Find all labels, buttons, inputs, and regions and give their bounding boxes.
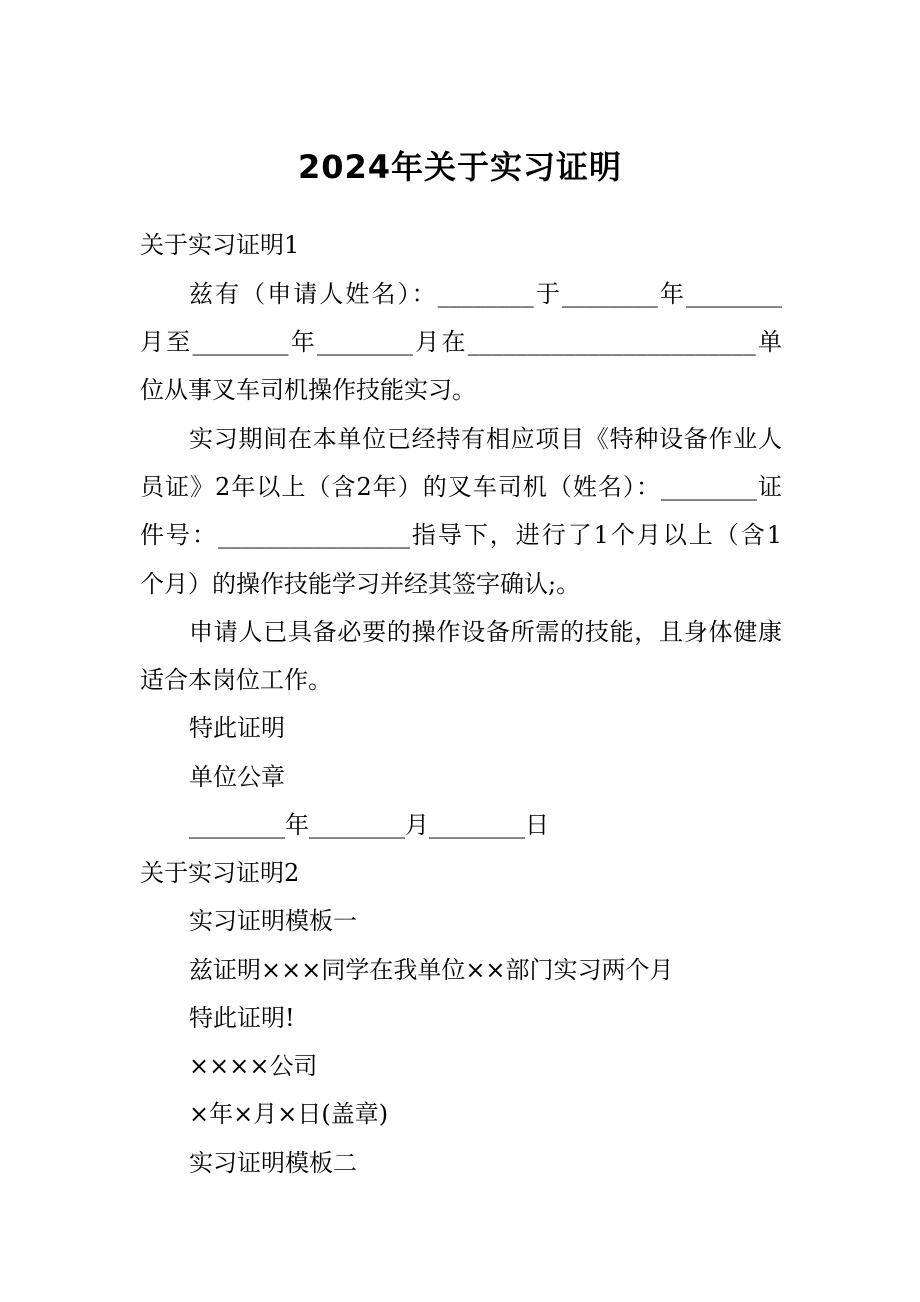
date-blank-line: ________年________月________日 [189,811,549,839]
paragraph-1-line-1: 兹有（申请人姓名）：________于________年________ [189,280,782,308]
section-heading-1: 关于实习证明1 [140,231,300,259]
template-2-heading: 实习证明模板二 [189,1149,357,1177]
paragraph-2-line-2: 员证》2年以上（含2年）的叉车司机（姓名）：________证 [140,473,782,501]
paragraph-2-line-3: 件号：________________指导下，进行了1个月以上（含1 [140,521,782,549]
document-title: 2024年关于实习证明 [297,148,623,186]
paragraph-3-line-2: 适合本岗位工作。 [140,666,332,694]
template-1-date-seal: ×年×月×日(盖章) [189,1100,389,1128]
paragraph-1-line-2: 月至________年________月在________________________单 [140,328,782,356]
certification-phrase: 特此证明 [189,714,285,742]
paragraph-2-line-4: 个月）的操作技能学习并经其签字确认;。 [140,570,581,598]
section-heading-2: 关于实习证明2 [140,859,300,887]
template-1-certification: 特此证明! [189,1004,295,1032]
template-1-body: 兹证明×××同学在我单位××部门实习两个月 [189,956,674,984]
company-seal-label: 单位公章 [189,763,285,791]
template-1-company: ××××公司 [189,1052,318,1080]
template-1-heading: 实习证明模板一 [189,907,357,935]
paragraph-1-line-3: 位从事叉车司机操作技能实习。 [140,376,476,404]
paragraph-3-line-1: 申请人已具备必要的操作设备所需的技能，且身体健康 [189,618,782,646]
paragraph-2-line-1: 实习期间在本单位已经持有相应项目《特种设备作业人 [189,425,782,453]
